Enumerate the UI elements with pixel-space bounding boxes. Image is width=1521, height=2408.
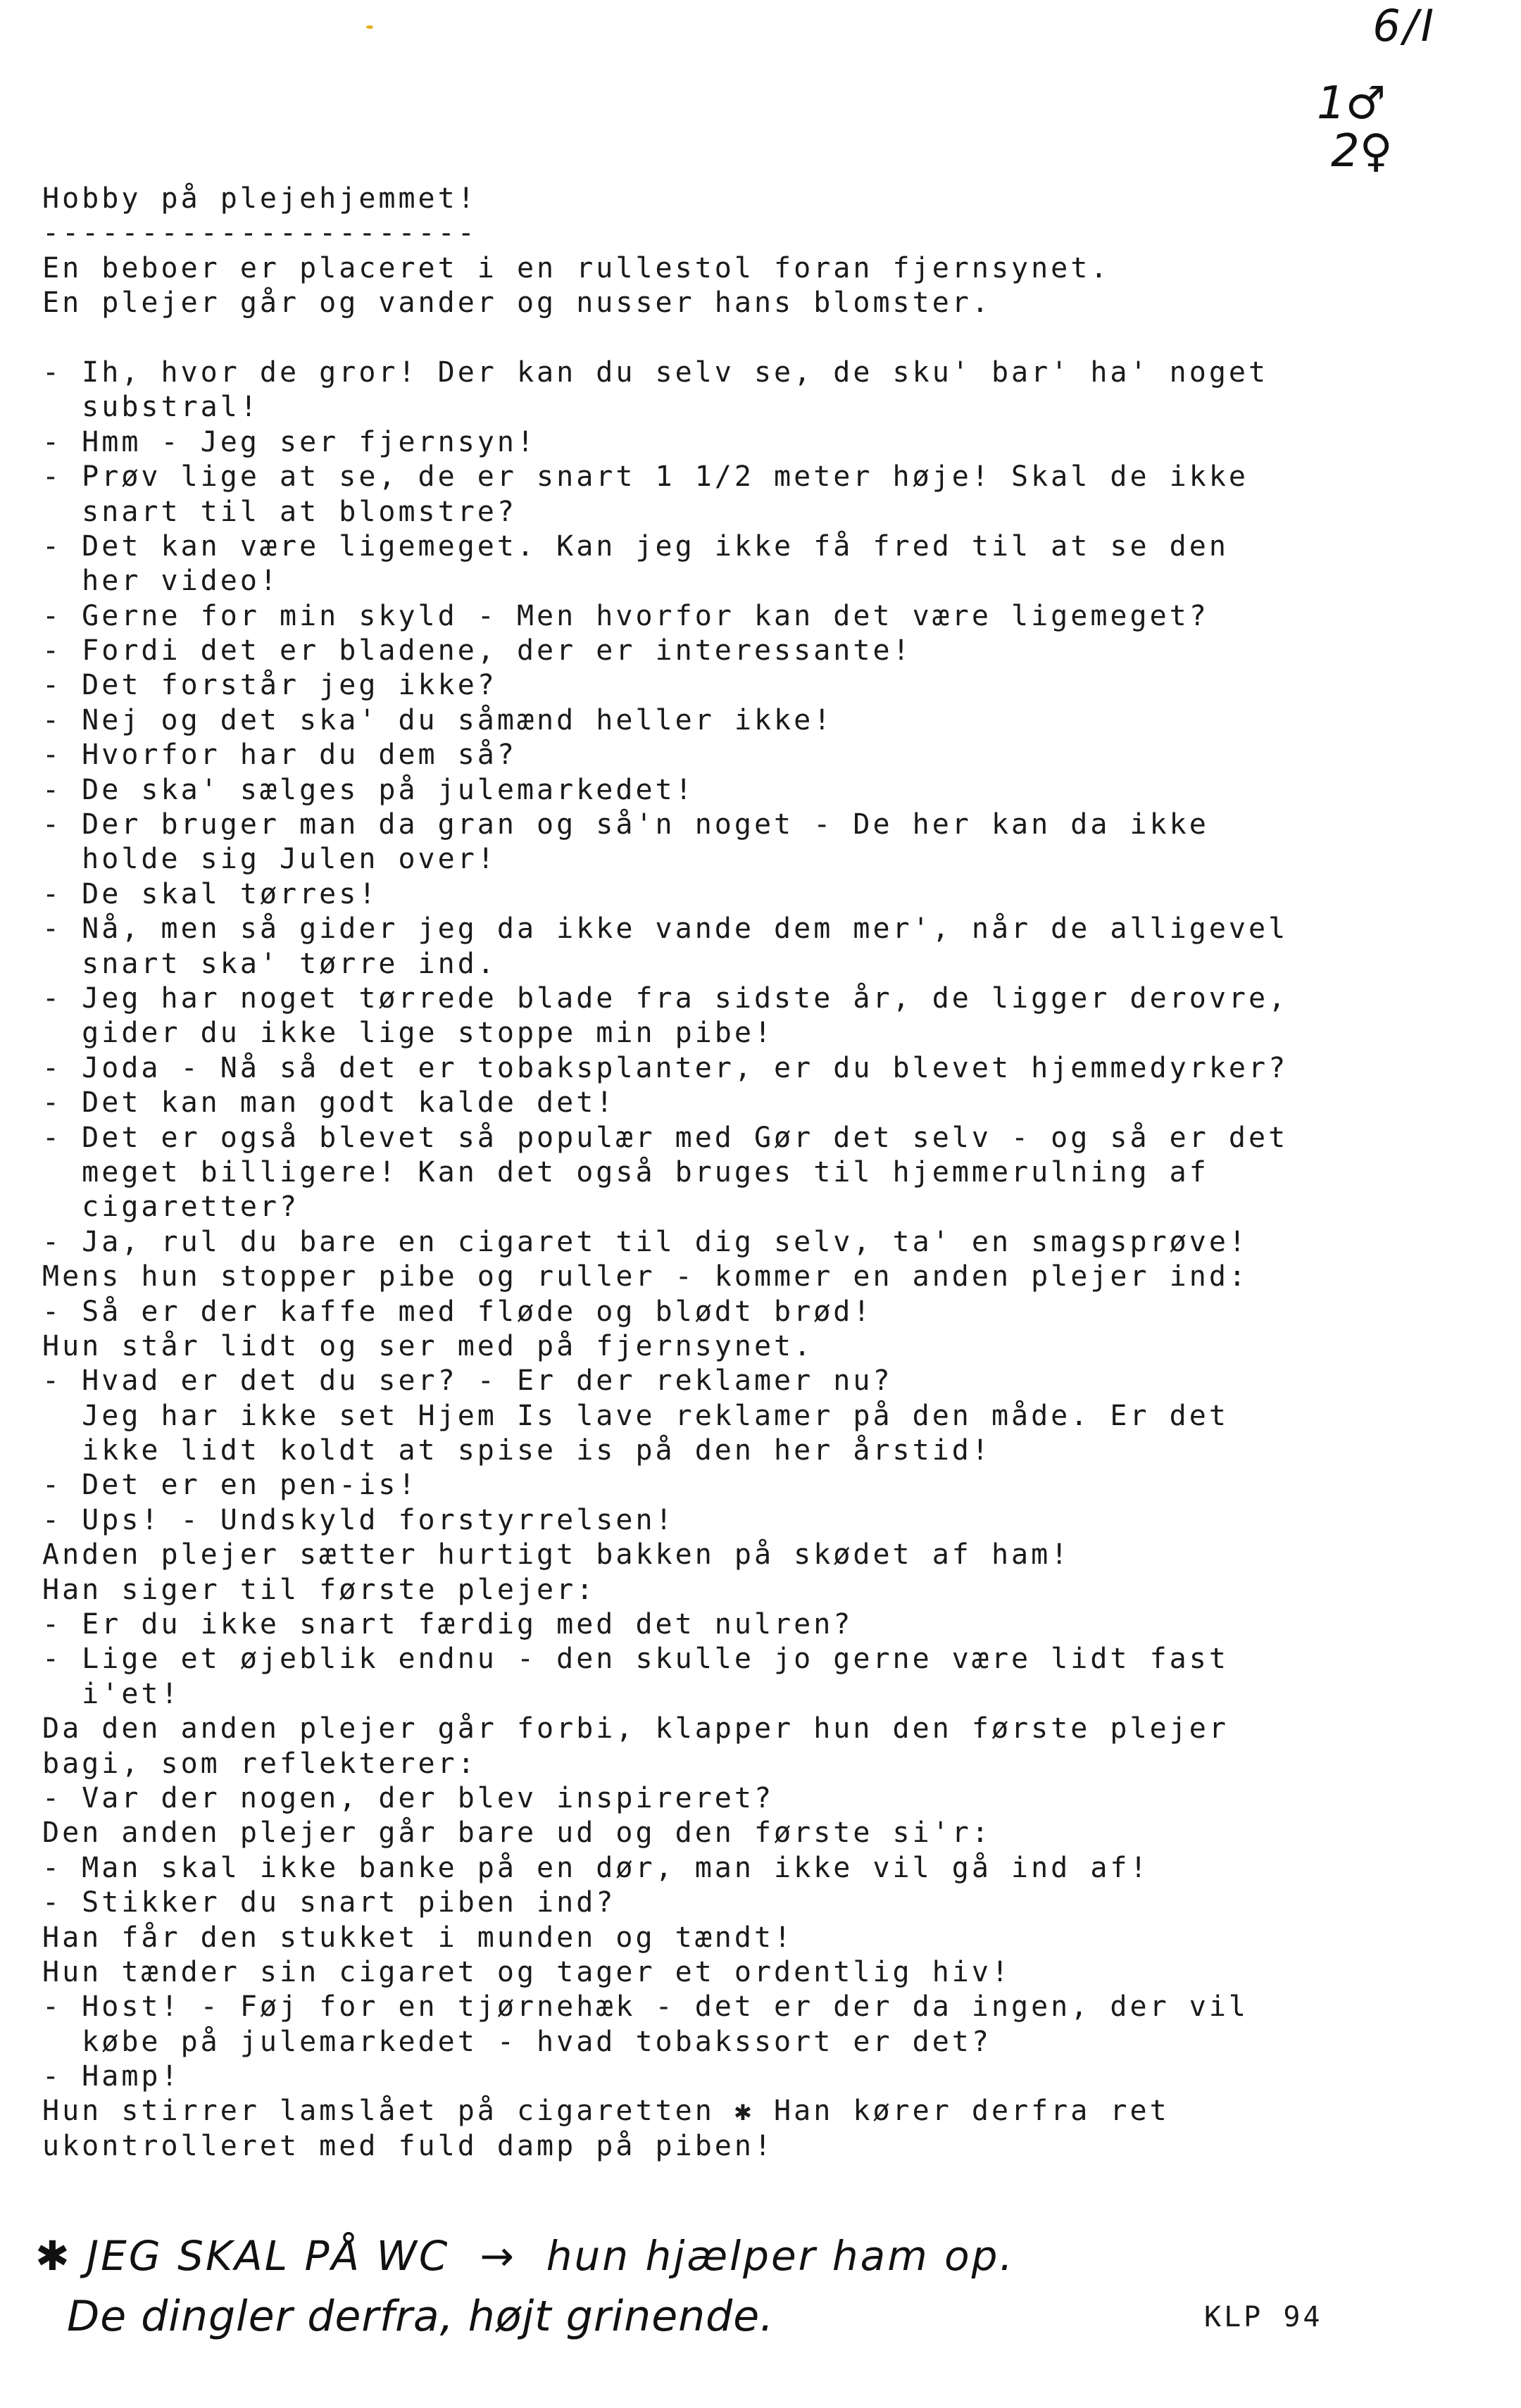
text-line: Mens hun stopper pibe og ruller - kommer en anden plejer ind: (42, 1260, 1249, 1293)
text-line: - Hvorfor har du dem så? (42, 739, 517, 772)
female-count-mark: 2♀ (1331, 125, 1393, 177)
text-line: - Prøv lige at se, de er snart 1 1/2 meter høje! Skal de ikke (42, 460, 1249, 494)
text-line: substral! (42, 391, 260, 424)
text-line: ikke lidt koldt at spise is på den her årstid! (42, 1434, 991, 1467)
text-line: Jeg har ikke set Hjem Is lave reklamer på den måde. Er det (42, 1399, 1229, 1432)
text-line: - Hmm - Jeg ser fjernsyn! (42, 425, 537, 458)
text-line: holde sig Julen over! (42, 843, 497, 876)
text-line: - Der bruger man da gran og så'n noget - De her kan da ikke (42, 808, 1209, 841)
text-line: En beboer er placeret i en rullestol foran fjernsynet. (42, 251, 1110, 284)
text-line: ukontrolleret med fuld damp på piben! (42, 2129, 775, 2162)
handwritten-note-line-1: ✱ JEG SKAL PÅ WC → hun hjælper ham op. (35, 2232, 1015, 2280)
text-line: - Hamp! (42, 2060, 181, 2093)
text-line: cigaretter? (42, 1191, 300, 1224)
text-line: bagi, som reflekterer: (42, 1747, 477, 1780)
text-line: Da den anden plejer går forbi, klapper hun den første plejer (42, 1712, 1229, 1745)
text-line: - Man skal ikke banke på en dør, man ikke vil gå ind af! (42, 1851, 1150, 1884)
text-line: - Er du ikke snart færdig med det nulren? (42, 1608, 853, 1641)
text-line: - Det er også blevet så populær med Gør det selv - og så er det (42, 1121, 1289, 1154)
text-line: - Så er der kaffe med fløde og blødt brød! (42, 1295, 873, 1328)
text-line: - Det kan være ligemeget. Kan jeg ikke få fred til at se den (42, 529, 1229, 563)
text-line: En plejer går og vander og nusser hans blomster. (42, 287, 991, 320)
typed-text-block (42, 182, 1451, 2164)
text-line: - Ih, hvor de gror! Der kan du selv se, de sku' bar' ha' noget (42, 356, 1269, 389)
text-line: her video! (42, 565, 280, 598)
text-line: Den anden plejer går bare ud og den første si'r: (42, 1817, 991, 1850)
footer-code: KLP 94 (1204, 2301, 1323, 2333)
text-line: - Stikker du snart piben ind? (42, 1886, 616, 1919)
text-line: - Ja, rul du bare en cigaret til dig selv, ta' en smagsprøve! (42, 1225, 1249, 1258)
text-line: - Gerne for min skyld - Men hvorfor kan det være ligemeget? (42, 599, 1209, 632)
text-line: - Joda - Nå så det er tobaksplanter, er du blevet hjemmedyrker? (42, 1051, 1289, 1084)
handwritten-note-line-2: De dingler derfra, højt grinende. (67, 2292, 775, 2341)
text-line: købe på julemarkedet - hvad tobakssort er det? (42, 2025, 991, 2058)
text-line: Hun stirrer lamslået på cigaretten ✱ Han kører derfra ret (42, 2095, 1170, 2128)
document-title: Hobby på plejehjemmet! (42, 182, 477, 215)
text-line: - Fordi det er bladene, der er interessante! (42, 634, 913, 667)
text-line: Anden plejer sætter hurtigt bakken på skødet af ham! (42, 1538, 1071, 1572)
male-count-mark: 1♂ (1317, 77, 1387, 130)
text-line: Hun står lidt og ser med på fjernsynet. (42, 1329, 814, 1362)
text-line: - Ups! - Undskyld forstyrrelsen! (42, 1503, 675, 1536)
text-line: - Hvad er det du ser? - Er der reklamer nu? (42, 1365, 893, 1398)
text-line: - Lige et øjeblik endnu - den skulle jo gerne være lidt fast (42, 1643, 1229, 1676)
text-line: - De ska' sælges på julemarkedet! (42, 773, 695, 806)
ink-speck (366, 25, 373, 29)
text-line: meget billigere! Kan det også bruges til hjemmerulning af (42, 1155, 1209, 1189)
text-line: Han siger til første plejer: (42, 1573, 596, 1606)
corner-number-mark: 6/I (1372, 0, 1436, 51)
blank-line (42, 321, 1451, 356)
title-underline: ---------------------- (42, 217, 477, 250)
text-line: gider du ikke lige stoppe min pibe! (42, 1017, 775, 1050)
script-body (42, 251, 1451, 2164)
text-line: - De skal tørres! (42, 877, 379, 910)
text-line: - Det kan man godt kalde det! (42, 1086, 616, 1120)
text-line: - Nej og det ska' du såmænd heller ikke! (42, 703, 834, 736)
text-line: Han får den stukket i munden og tændt! (42, 1921, 794, 1954)
text-line: snart til at blomstre? (42, 495, 517, 528)
text-line: - Jeg har noget tørrede blade fra sidste år, de ligger derovre, (42, 982, 1289, 1015)
text-line: - Var der nogen, der blev inspireret? (42, 1781, 775, 1814)
text-line: Hun tænder sin cigaret og tager et ordentlig hiv! (42, 1955, 1012, 1988)
text-line: - Det er en pen-is! (42, 1469, 418, 1502)
text-line: i'et! (42, 1677, 181, 1710)
text-line: snart ska' tørre ind. (42, 947, 497, 980)
text-line: - Det forstår jeg ikke? (42, 669, 497, 702)
text-line: - Host! - Føj for en tjørnehæk - det er der da ingen, der vil (42, 1990, 1249, 2024)
text-line: - Nå, men så gider jeg da ikke vande dem mer', når de alligevel (42, 913, 1289, 946)
